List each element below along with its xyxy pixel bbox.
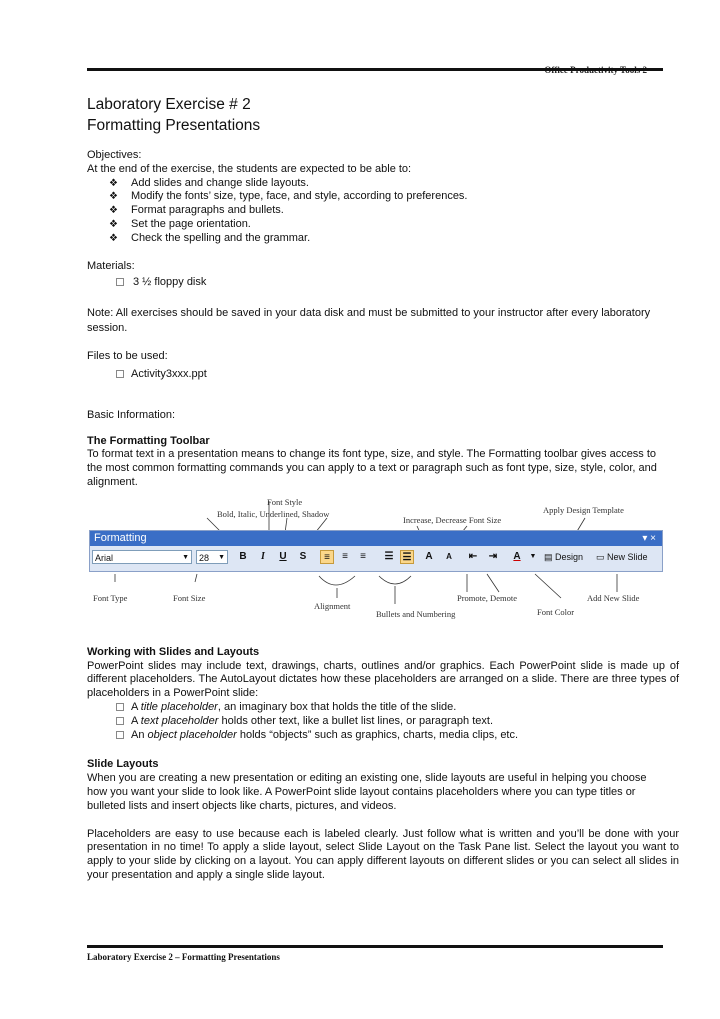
demote-button[interactable]: ⇥ — [488, 550, 498, 562]
slide-layouts-body-1: When you are creating a new presentation or editing an existing one, slide layouts are useful in helping you choose how you want your slide to look like. A PowerPoint slide layout contains placeholders where you can type titles or bulleted lists and insert objects like charts, pictures, and videos. — [87, 772, 647, 812]
caption-add-new-slide: Add New Slide — [587, 592, 640, 603]
header-rule — [87, 68, 663, 71]
font-type-select[interactable]: Arial ▼ — [92, 550, 192, 564]
box-bullet-icon — [116, 278, 124, 286]
increase-font-size-button[interactable]: A — [425, 550, 433, 562]
caption-font-size: Font Size — [173, 592, 206, 603]
underline-button[interactable]: U — [279, 550, 287, 562]
toolbar-options-close-icon[interactable]: ▾ × — [642, 532, 656, 544]
dropdown-arrow-icon: ▼ — [218, 553, 225, 561]
numbering-button[interactable]: ☰ — [384, 550, 394, 562]
title-line-1: Laboratory Exercise # 2 — [87, 96, 251, 113]
decrease-font-size-button[interactable]: A — [446, 551, 452, 561]
list-item: A title placeholder, an imaginary box that holds the title of the slide. — [87, 701, 679, 715]
design-button[interactable]: ▤ Design — [544, 551, 584, 562]
toolbar-title: Formatting — [90, 531, 662, 546]
note-paragraph: Note: All exercises should be saved in your data disk and must be submitted to your instructor after every laboratory session. — [87, 307, 651, 335]
dropdown-arrow-icon: ▼ — [182, 553, 189, 561]
footer-rule — [87, 945, 663, 948]
formatting-toolbar-heading: The Formatting Toolbar — [87, 434, 210, 447]
list-item: ❖ Check the spelling and the grammar. — [109, 231, 311, 244]
slide-layouts-body-2: Placeholders are easy to use because each is labeled clearly. Just follow what is written and you’ll be done with your presentation in no time! To apply a slide layout, select Slide Layout on the Task Pane list. Select the layout you want to apply to your slide by clicking on a layout. You can apply different layouts on different slides or you can select all slides in your presentation and apply a single slide layout. — [87, 827, 679, 881]
promote-button[interactable]: ⇤ — [468, 550, 478, 562]
title-line-2: Formatting Presentations — [87, 117, 261, 134]
bold-button[interactable]: B — [239, 550, 247, 562]
diamond-bullet-icon: ❖ — [109, 232, 118, 244]
page-title — [87, 94, 679, 136]
align-right-button[interactable]: ≡ — [360, 550, 366, 562]
caption-alignment: Alignment — [314, 600, 351, 611]
files-list — [87, 368, 679, 382]
diamond-bullet-icon: ❖ — [109, 205, 118, 217]
caption-bullets: Bullets and Numbering — [376, 608, 456, 619]
materials-list — [87, 276, 679, 290]
shadow-button[interactable]: S — [299, 550, 307, 562]
list-item: An object placeholder holds “objects” such as graphics, charts, media clips, etc. — [87, 729, 679, 743]
caption-inc-dec: Increase, Decrease Font Size — [403, 514, 502, 525]
list-item: A text placeholder holds other text, like a bullet list lines, or paragraph text. — [87, 715, 679, 729]
diamond-bullet-icon: ❖ — [109, 177, 118, 189]
list-item: ❖ Format paragraphs and bullets. — [109, 204, 284, 217]
placeholder-types-list — [87, 701, 679, 742]
objectives-label: Objectives: — [87, 149, 142, 161]
list-item: Activity3xxx.ppt — [87, 368, 679, 382]
materials-label: Materials: — [87, 259, 135, 272]
page-footer: Laboratory Exercise 2 – Formatting Presentations — [87, 952, 280, 962]
caption-apply-design: Apply Design Template — [543, 504, 624, 515]
formatting-toolbar — [89, 530, 663, 572]
slide-layouts-heading: Slide Layouts — [87, 758, 159, 771]
box-bullet-icon — [116, 703, 124, 711]
formatting-toolbar-figure — [87, 496, 679, 636]
box-bullet-icon — [116, 731, 124, 739]
box-bullet-icon — [116, 717, 124, 725]
files-label: Files to be used: — [87, 350, 168, 363]
list-item: 3 ½ floppy disk — [87, 276, 679, 290]
align-center-button[interactable]: ≡ — [342, 550, 348, 562]
working-heading: Working with Slides and Layouts — [87, 645, 260, 658]
box-bullet-icon — [116, 370, 124, 378]
italic-button[interactable]: I — [261, 550, 265, 562]
caption-font-style: Font Style — [267, 496, 303, 507]
bullets-button[interactable]: ☰ — [400, 550, 414, 564]
objectives-list — [87, 177, 679, 246]
caption-font-type: Font Type — [93, 592, 128, 603]
toolbar-row — [92, 549, 660, 567]
design-icon: ▤ — [544, 551, 553, 562]
diamond-bullet-icon: ❖ — [109, 218, 118, 230]
caption-promote: Promote, Demote — [457, 592, 517, 603]
new-slide-icon: ▭ — [596, 551, 605, 562]
new-slide-button[interactable]: ▭ New Slide — [596, 551, 648, 562]
formatting-toolbar-body: To format text in a presentation means to change its font type, size, and style. The Formatting toolbar gives access to the most common formatting commands you can apply to a text or paragraph such as font type, size, style, color, and alignment. — [87, 448, 657, 488]
align-left-button[interactable]: ≡ — [320, 550, 334, 564]
caption-bius: Bold, Italic, Underlined, Shadow — [217, 508, 330, 519]
font-size-select[interactable]: 28 ▼ — [196, 550, 228, 564]
diamond-bullet-icon: ❖ — [109, 191, 118, 203]
basic-info-label: Basic Information: — [87, 408, 176, 421]
font-color-button[interactable]: A — [513, 550, 521, 562]
working-body: PowerPoint slides may include text, drawings, charts, outlines and/or graphics. Each PowerPoint slide is made up of different placeholders. The AutoLayout dictates how these placeholders are arranged on a slide. There are three types of placeholders in a PowerPoint slide: — [87, 659, 679, 700]
list-item: ❖ Set the page orientation. — [109, 217, 251, 230]
caption-font-color: Font Color — [537, 606, 575, 617]
document-body — [87, 94, 679, 883]
font-color-dropdown-icon[interactable]: ▼ — [529, 552, 537, 560]
objectives-intro: At the end of the exercise, the students are expected to be able to: — [87, 162, 412, 175]
list-item: ❖ Modify the fonts’ size, type, face, and style, according to preferences. — [109, 190, 468, 203]
list-item: ❖ Add slides and change slide layouts. — [109, 176, 309, 189]
